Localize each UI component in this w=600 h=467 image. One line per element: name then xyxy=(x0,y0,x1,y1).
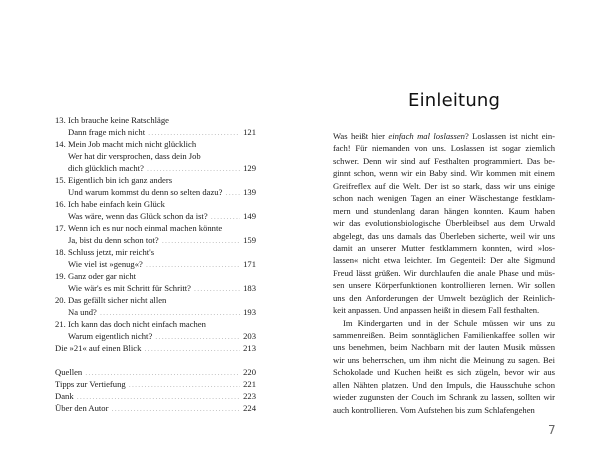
page-number: 7 xyxy=(548,423,556,437)
toc-entry-title: Ich habe einfach kein Glück xyxy=(68,199,165,209)
body-line: sammenreißen. Beim sonntäglichen Familienkaffee sollen wir xyxy=(333,330,555,340)
toc-leader-dots xyxy=(162,234,240,246)
toc-entry-subtitle: Und warum kommst du denn so selten dazu? xyxy=(68,187,223,197)
toc-entry-title: Ich brauche keine Ratschläge xyxy=(68,115,169,125)
body-line: allen Nähten platzen. Und den Impuls, die Hausschuhe schon xyxy=(333,379,555,390)
body-line: Im Kindergarten und in der Schule müssen wir uns zu xyxy=(343,317,555,328)
body-line xyxy=(333,130,555,142)
toc-entry-page: 203 xyxy=(243,331,256,341)
toc-row xyxy=(55,294,256,306)
toc-leader-dots xyxy=(85,366,240,378)
toc-row xyxy=(55,390,256,402)
toc-leader-dots xyxy=(225,186,240,198)
toc-entry-subtitle: Warum eigentlich nicht? xyxy=(68,331,153,341)
toc-row xyxy=(55,342,256,354)
body-line: schon nach wenigen Tagen an einer Wäschestange festklam- xyxy=(333,193,555,204)
toc-entry-title: Schluss jetzt, mir reicht's xyxy=(68,247,155,257)
toc-leader-dots xyxy=(100,306,240,318)
toc-row xyxy=(55,198,256,210)
body-line: uns den Anforderungen der Umwelt bezüglich der Reinlich- xyxy=(333,292,555,303)
toc-entry-page: 183 xyxy=(243,283,256,293)
body-line: damit an unserer Mutter festklammern konnten, wird »los- xyxy=(333,242,555,253)
toc-entry-subtitle: Wie viel ist »genug«? xyxy=(68,259,143,269)
toc-entry-subtitle: Na und? xyxy=(68,307,97,317)
body-line: wieder zugunsten der Couch im Schrank zu lassen, sollten wir xyxy=(333,392,555,403)
toc-row xyxy=(55,162,256,174)
toc-entry-subtitle: Wer hat dir versprochen, dass dein Job xyxy=(68,151,201,161)
body-line: wir das evolutionsbiologische Überbleibsel aus dem Urwald xyxy=(333,218,555,229)
body-line: keit anpassen. Und anpassen heißt in diesem Fall festhalten. xyxy=(333,305,540,316)
body-text-emphasis: einfach mal loslassen xyxy=(388,131,465,141)
toc-row xyxy=(55,402,256,414)
body-text-fragment: Was heißt hier xyxy=(333,131,389,141)
body-line: ginnt schon, wenn wir ein Baby sind. Wir kommen mit einem xyxy=(333,168,555,179)
body-line: auch kontrollieren. Vom Aufstehen bis zum Schlafengehen xyxy=(333,404,535,415)
toc-row xyxy=(55,318,256,330)
body-line: fach! Für niemanden von uns. Loslassen ist sogar ziemlich xyxy=(333,143,555,154)
toc-back-page: 220 xyxy=(243,367,256,377)
toc-leader-dots xyxy=(144,342,240,354)
body-line: mern und stundenlang daran hängen konnten. Kaum haben xyxy=(333,205,555,216)
toc-back-page: 221 xyxy=(243,379,256,389)
toc-row xyxy=(55,126,256,138)
body-line: schwer. Denn wir sind auf Festhalten programmiert. Das be- xyxy=(333,155,555,166)
toc-back-page: 223 xyxy=(243,391,256,401)
toc-leader-dots xyxy=(111,402,240,414)
toc-row xyxy=(55,258,256,270)
toc-entry-subtitle: Ja, bist du denn schon tot? xyxy=(68,235,159,245)
toc-back-title: Über den Autor xyxy=(55,403,109,413)
toc-entry-title: Ich kann das doch nicht einfach machen xyxy=(68,319,206,329)
toc-entry-number: 16. xyxy=(55,199,66,209)
toc-row xyxy=(55,330,256,342)
toc-entry-page: 193 xyxy=(243,307,256,317)
toc-leader-dots xyxy=(77,390,240,402)
toc-entry-subtitle: Was wäre, wenn das Glück schon da ist? xyxy=(68,211,208,221)
body-line: wir uns beherrschen, um ihm nicht die Meinung zu sagen. Bei xyxy=(333,354,555,365)
toc-entry-page: 149 xyxy=(243,211,256,221)
toc-row xyxy=(55,234,256,246)
toc-entry-number: 13. xyxy=(55,115,66,125)
toc-entry-number: 18. xyxy=(55,247,66,257)
toc-leader-dots xyxy=(194,282,240,294)
toc-leader-dots xyxy=(148,126,240,138)
toc-row xyxy=(55,174,256,186)
toc-row xyxy=(55,210,256,222)
toc-leader-dots xyxy=(146,258,240,270)
body-line: uns benehmen, beim Nachbarn mit der lauten Musik müssen xyxy=(333,342,555,353)
body-line: sen unsere Körperfunktionen kontrollieren lernen. Wir sollen xyxy=(333,280,555,291)
toc-row xyxy=(55,366,256,378)
toc-entry-page: 139 xyxy=(243,187,256,197)
body-line: abgelegt, das uns damals das Überleben sicherte, weil wir uns xyxy=(333,230,555,241)
toc-summary-title: Die »21« auf einen Blick xyxy=(55,343,142,353)
body-text xyxy=(333,130,555,416)
toc-entry-page: 129 xyxy=(243,163,256,173)
toc-row xyxy=(55,138,256,150)
toc-row xyxy=(55,282,256,294)
toc-leader-dots xyxy=(211,210,240,222)
toc-entry-title: Wenn ich es nur noch einmal machen könnte xyxy=(68,223,223,233)
toc-entry-title: Mein Job macht mich nicht glücklich xyxy=(68,139,197,149)
body-line: lassen« nicht etwa leichter. Im Gegenteil: Der alte Sigmund xyxy=(333,255,555,266)
toc-back-title: Tipps zur Vertiefung xyxy=(55,379,126,389)
toc-row xyxy=(55,114,256,126)
toc-leader-dots xyxy=(147,162,240,174)
toc-entry-title: Eigentlich bin ich ganz anders xyxy=(68,175,173,185)
toc-entry-number: 19. xyxy=(55,271,66,281)
toc-leader-dots xyxy=(129,378,240,390)
toc-entry-title: Ganz oder gar nicht xyxy=(68,271,137,281)
table-of-contents xyxy=(55,114,256,414)
body-line: Greifreflex auf die Welt. Der ist so stark, dass wir uns einige xyxy=(333,180,555,191)
toc-row xyxy=(55,246,256,258)
toc-leader-dots xyxy=(155,330,240,342)
toc-spacer xyxy=(55,354,256,366)
toc-back-title: Dank xyxy=(55,391,74,401)
toc-row xyxy=(55,270,256,282)
toc-entry-number: 20. xyxy=(55,295,66,305)
right-page xyxy=(300,0,600,467)
toc-entry-page: 121 xyxy=(243,127,256,137)
toc-row xyxy=(55,222,256,234)
toc-entry-number: 14. xyxy=(55,139,66,149)
toc-back-page: 224 xyxy=(243,403,256,413)
toc-entry-page: 159 xyxy=(243,235,256,245)
toc-row xyxy=(55,186,256,198)
body-line: Schokolade und Kuchen heißt es sich zügeln, bevor wir aus xyxy=(333,367,555,378)
toc-row xyxy=(55,306,256,318)
chapter-title: Einleitung xyxy=(408,90,501,111)
body-line: Freud lässt grüßen. Wir durchlaufen die anale Phase und müs- xyxy=(333,267,555,278)
toc-entry-number: 17. xyxy=(55,223,66,233)
toc-entry-number: 21. xyxy=(55,319,66,329)
toc-entry-subtitle: dich glücklich macht? xyxy=(68,163,144,173)
toc-row xyxy=(55,150,256,162)
toc-row xyxy=(55,378,256,390)
toc-entry-page: 171 xyxy=(243,259,256,269)
toc-entry-subtitle: Wie wär's es mit Schritt für Schritt? xyxy=(68,283,191,293)
toc-entry-subtitle: Dann frage mich nicht xyxy=(68,127,146,137)
toc-entry-title: Das gefällt sicher nicht allen xyxy=(68,295,167,305)
toc-entry-number: 15. xyxy=(55,175,66,185)
body-text-fragment: ? Loslassen ist nicht ein- xyxy=(464,131,555,141)
toc-summary-page: 213 xyxy=(243,343,256,353)
toc-back-title: Quellen xyxy=(55,367,83,377)
